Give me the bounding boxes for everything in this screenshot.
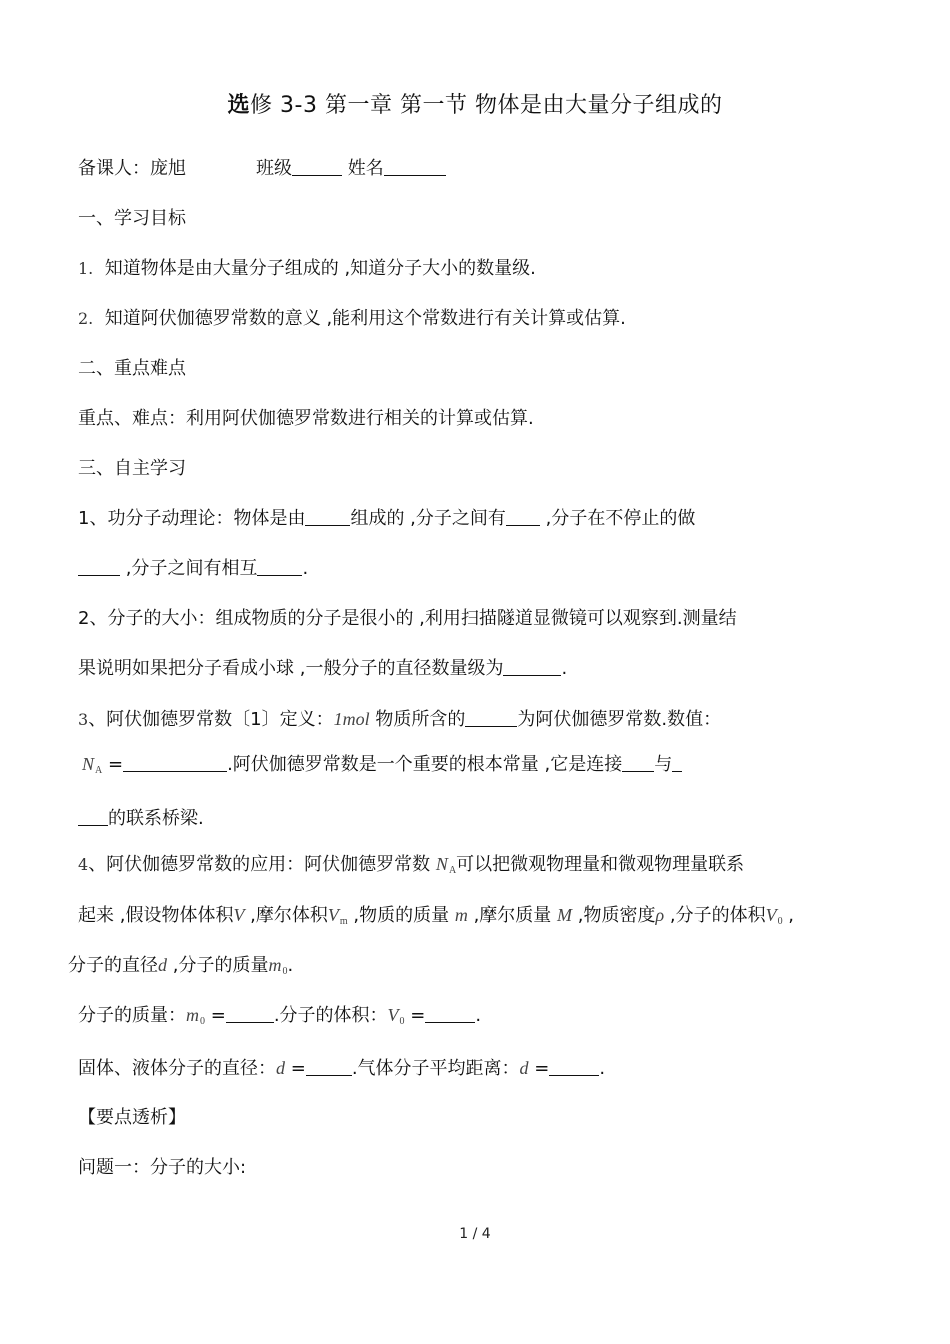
formula-line-2: 固体、液体分子的直径：d = .气体分子平均距离：d = .	[78, 1058, 606, 1079]
question-4-cont: 起来 ,假设物体体积V ,摩尔体积$V_m$ ,物质的质量 m ,摩尔质量 M ,物质密度ρ ,分子的体积$V_0$ ,	[78, 905, 795, 927]
answer-blank[interactable]	[425, 1004, 475, 1023]
keypoint-text: 重点、难点：利用阿伏伽德罗常数进行相关的计算或估算.	[78, 408, 534, 429]
answer-blank[interactable]	[549, 1057, 599, 1076]
section-heading: 二、重点难点	[78, 358, 186, 379]
question-1: 1、功分子动理论：物体是由 组成的 ,分子之间有 ,分子在不停止的做	[78, 508, 696, 529]
formula-line-1: 分子的质量：$m_0$ = .分子的体积：$V_0$ = .	[78, 1005, 482, 1027]
header-line: 备课人：庞旭 班级 姓名	[78, 157, 446, 181]
answer-blank[interactable]	[78, 807, 108, 826]
page-number: 1 / 4	[459, 1226, 491, 1242]
issue-heading: 问题一：分子的大小:	[78, 1157, 247, 1178]
answer-blank[interactable]	[306, 1057, 352, 1076]
question-4-end: 分子的直径d ,分子的质量$m_0$.	[68, 955, 294, 977]
page-title: 选修 3-3 第一章 第一节 物体是由大量分子组成的	[227, 93, 723, 118]
name-blank[interactable]	[384, 157, 446, 176]
question-4: 4、阿伏伽德罗常数的应用：阿伏伽德罗常数 $N_A$可以把微观物理量和微观物理量联系	[78, 854, 745, 876]
section-heading: 一、学习目标	[78, 208, 186, 229]
question-3-end: 的联系桥梁.	[78, 807, 204, 831]
question-2: 2、分子的大小：组成物质的分子是很小的 ,利用扫描隧道显微镜可以观察到.测量结	[78, 608, 737, 629]
answer-blank[interactable]	[226, 1004, 274, 1023]
goal-item: 1. 知道物体是由大量分子组成的 ,知道分子大小的数量级.	[78, 258, 536, 279]
class-blank[interactable]	[292, 157, 342, 176]
answer-blank[interactable]	[465, 708, 517, 727]
answer-blank[interactable]	[78, 557, 120, 576]
answer-blank[interactable]	[506, 507, 540, 526]
answer-blank[interactable]	[622, 753, 654, 772]
question-1-cont: ,分子之间有相互 .	[78, 557, 308, 581]
question-3-cont: $N_A$ = .阿伏伽德罗常数是一个重要的根本常量 ,它是连接 与	[82, 752, 682, 783]
answer-blank[interactable]	[305, 507, 350, 526]
answer-blank[interactable]	[672, 753, 682, 772]
analysis-heading: 【要点透析】	[78, 1107, 186, 1128]
answer-blank[interactable]	[257, 557, 302, 576]
section-heading: 三、自主学习	[78, 458, 186, 479]
question-3: 3、阿伏伽德罗常数〔1〕定义：1mol 物质所含的 为阿伏伽德罗常数.数值：	[78, 709, 722, 730]
answer-blank[interactable]	[503, 657, 561, 676]
goal-item: 2. 知道阿伏伽德罗常数的意义 ,能利用这个常数进行有关计算或估算.	[78, 308, 626, 329]
answer-blank[interactable]	[123, 753, 227, 772]
question-2-cont: 果说明如果把分子看成小球 ,一般分子的直径数量级为 .	[78, 658, 568, 679]
